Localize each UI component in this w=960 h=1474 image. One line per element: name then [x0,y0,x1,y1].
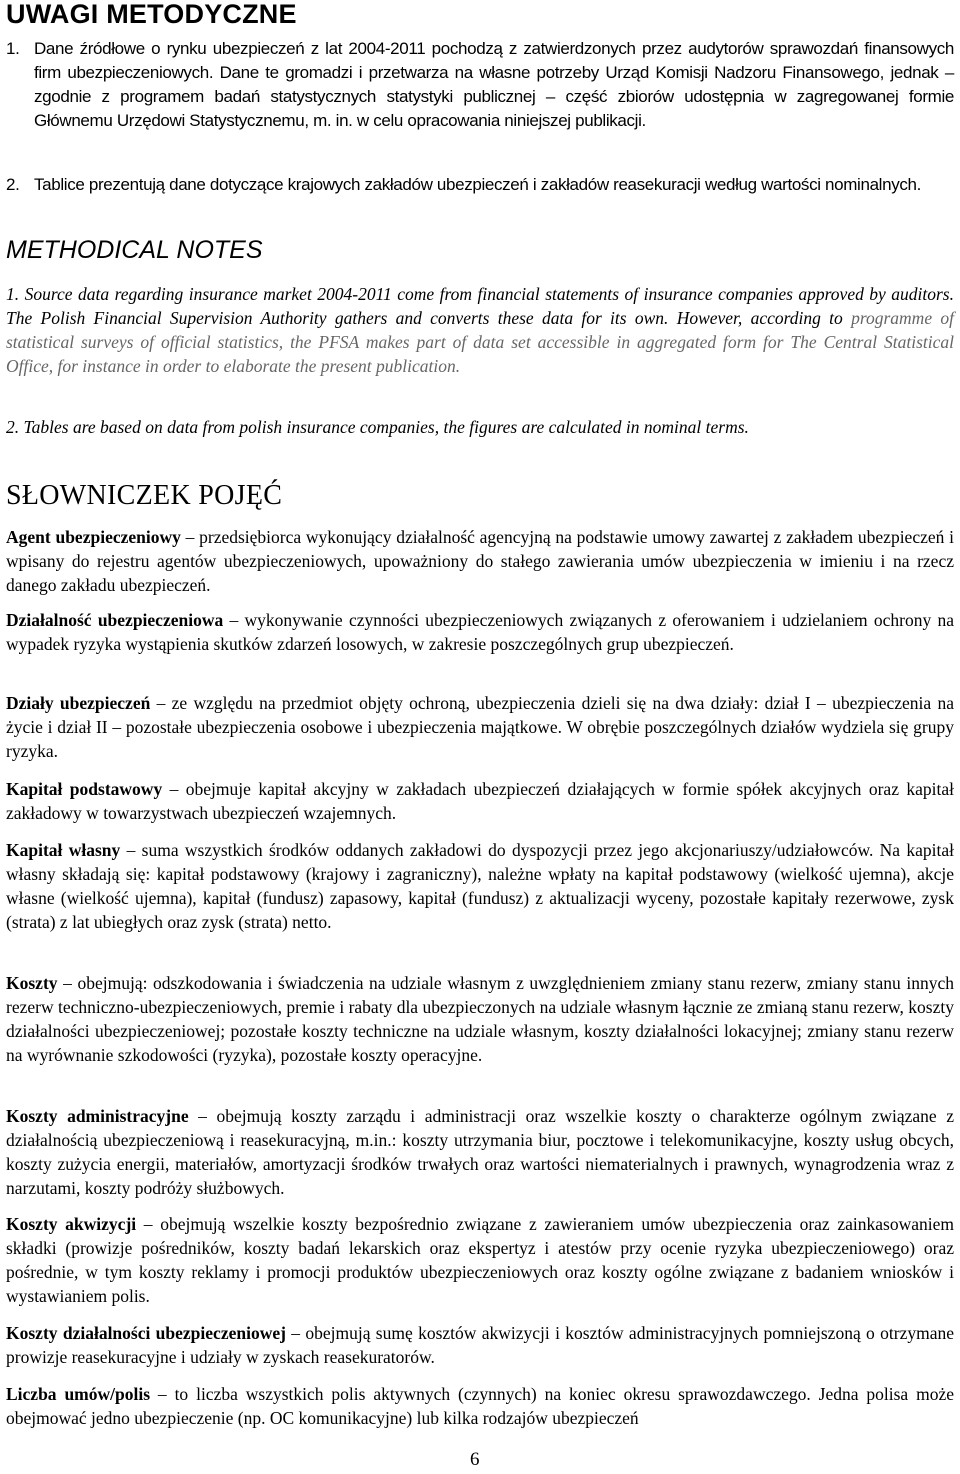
glossary-term: Działy ubezpieczeń [6,693,151,713]
glossary-definition: – obejmują wszelkie koszty bezpośrednio związane z zawieraniem umów ubezpieczenia oraz zainkasowaniem składki (prowizje pośredników, koszty badań lekarskich oraz ekspertyz i atestów przy ocenie ryzyka ubezpieczeniowego) oraz pośrednie, w tym koszty reklamy i promocji produktów ubezpieczeniowych oraz koszty ogólne związane z badaniem wniosków i wystawianiem polis. [6,1214,954,1306]
list-text: Tables are based on data from polish insurance companies, the figures are calculated in nominal terms. [23,417,749,437]
uwagi-notes-2 [6,173,954,197]
list-item [6,415,954,439]
glossary-entry [6,1321,954,1369]
list-item [6,173,954,197]
section-title-glossary: SŁOWNICZEK POJĘĆ [6,480,283,511]
glossary-term: Koszty [6,973,58,993]
list-number: 1. [6,284,20,304]
methodical-notes [6,282,954,378]
list-text: Source data regarding insurance market 2004-2011 come from financial statements of insurance companies approved by auditors. The Polish Financial Supervision Authority gathers and converts these data for its own. However, according to [6,284,954,328]
glossary-definition: – to liczba wszystkich polis aktywnych (czynnych) na koniec okresu sprawozdawczego. Jedna polisa może obejmować jedno ubezpieczenie (np. OC komunikacyjne) lub kilka rodzajów ubezpieczeń [6,1384,954,1428]
glossary-term: Koszty działalności ubezpieczeniowej [6,1323,286,1343]
list-text: Dane źródłowe o rynku ubezpieczeń z lat 2004-2011 pochodzą z zatwierdzonych przez audytorów sprawozdań finansowych firm ubezpieczeniowych. Dane te gromadzi i przetwarza na własne potrzeby Urząd Komisji Nadzoru Finansowego, jednak – zgodnie z programem badań statystycznych statystyki publicznej – część zbiorów udostępnia w zagregowanej formie Głównemu Urzędowi Statystycznemu, m. in. w celu opracowania niniejszej publikacji. [34,39,954,130]
glossary-definition: – obejmują koszty zarządu i administracji oraz wszelkie koszty o charakterze ogólnym związane z działalnością ubezpieczeniową i reasekuracyjną, m.in.: koszty utrzymania biur, pocztowe i telekomunikacyjne, koszty usług obcych, koszty zużycia energii, materiałów, amortyzacji środków trwałych oraz wartości niematerialnych i prawnych, wynagrodzenia wraz z narzutami, koszty podróży służbowych. [6,1106,954,1198]
glossary-term: Kapitał własny [6,840,121,860]
page-number: 6 [470,1449,480,1470]
glossary-entry [6,971,954,1067]
list-number: 2. [6,175,20,194]
glossary-entry [6,838,954,934]
glossary-entry [6,608,954,656]
glossary-definition: – wykonywanie czynności ubezpieczeniowych związanych z oferowaniem i udzielaniem ochrony na wypadek ryzyka wystąpienia skutków zdarzeń losowych, w zakresie poszczególnych grup ubezpieczeń. [6,610,955,654]
glossary-term: Kapitał podstawowy [6,779,163,799]
glossary-entry [6,525,954,597]
section-title-uwagi: UWAGI METODYCZNE [6,0,297,29]
glossary-definition: – obejmują: odszkodowania i świadczenia na udziale własnym z uwzględnieniem zmiany stanu rezerw, zmiany stanu innych rezerw techniczno-ubezpieczeniowych, premie i rabaty dla ubezpieczonych na udziale własnym łącznie ze zmianą stanu rezerw, koszty działalności ubezpieczeniowej; pozostałe koszty techniczne na udziale własnym, koszty działalności lokacyjnej; zmiany stanu rezerw na wyrównanie szkodowości (ryzyka), pozostałe koszty operacyjne. [6,973,954,1065]
glossary-definition: – przedsiębiorca wykonujący działalność agencyjną na podstawie umowy zawartej z zakładem ubezpieczeń i wpisany do rejestru agentów ubezpieczeniowych, upoważniony do stałego zawierania umów ubezpieczenia w imieniu i na rzecz danego zakładu ubezpieczeń. [6,527,954,595]
glossary-entry [6,1212,954,1308]
glossary-definition: – obejmuje kapitał akcyjny w zakładach ubezpieczeń działających w formie spółek akcyjnych oraz kapitał zakładowy w towarzystwach ubezpieczeń wzajemnych. [6,779,954,823]
list-number: 2. [6,417,20,437]
list-number: 1. [6,39,20,58]
methodical-notes-2 [6,415,954,439]
glossary-definition: – ze względu na przedmiot objęty ochroną, ubezpieczenia dzieli się na dwa działy: dział I – ubezpieczenia na życie i dział II – pozostałe ubezpieczenia osobowe i ubezpieczenia majątkowe. W obrębie poszczególnych działów wydziela się grupy ryzyka. [6,693,954,761]
glossary-term: Koszty administracyjne [6,1106,189,1126]
glossary-definition: – obejmują sumę kosztów akwizycji i kosztów administracyjnych pomniejszoną o otrzymane prowizje reasekuracyjne i udziały w zyskach reasekuratorów. [6,1323,954,1367]
list-item [6,37,954,133]
uwagi-notes [6,37,954,133]
list-text: Tablice prezentują dane dotyczące krajowych zakładów ubezpieczeń i zakładów reasekuracji według wartości nominalnych. [34,175,921,194]
glossary-definition: – suma wszystkich środków oddanych zakładowi do dyspozycji przez jego akcjonariuszy/udziałowców. Na kapitał własny składają się: kapitał podstawowy (krajowy i zagraniczny), należne wpłaty na kapitał podstawowy (wielkość ujemna), akcje własne (wielkość ujemna), kapitał (fundusz) zapasowy, kapitał (fundusz) z aktualizacji wyceny, pozostałe kapitały rezerwowe, zysk (strata) z lat ubiegłych oraz zysk (strata) netto. [6,840,954,932]
list-text-gray: programme of statistical surveys of official statistics, the PFSA makes part of data set accessible in aggregated form for The Central Statistical Office, for instance in order to elaborate the present publication. [6,308,954,376]
glossary-entry [6,691,954,763]
section-title-methodical: METHODICAL NOTES [6,236,263,264]
list-item [6,282,954,378]
glossary-term: Działalność ubezpieczeniowa [6,610,224,630]
glossary-term: Liczba umów/polis [6,1384,151,1404]
glossary-entry [6,1382,954,1430]
glossary-term: Agent ubezpieczeniowy [6,527,181,547]
glossary-entry [6,1104,954,1200]
glossary-term: Koszty akwizycji [6,1214,137,1234]
glossary-entry [6,777,954,825]
